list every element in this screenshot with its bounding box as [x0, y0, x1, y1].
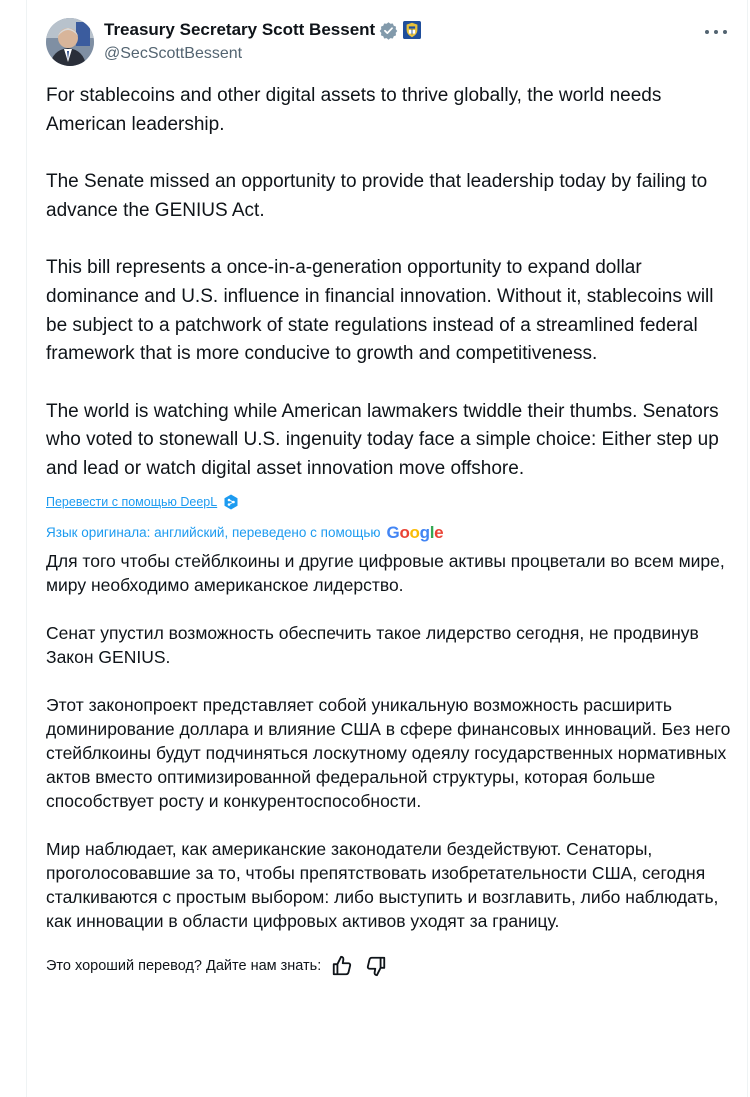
translated-body [46, 549, 747, 933]
deepl-icon [223, 494, 239, 510]
translated-paragraph: Этот законопроект представляет собой уникальную возможность расширить доминирование доллара и влияние США в сфере финансовых инноваций. Без него стейблкоины будут подчиняться лоскутному одеялу государственных нормативных актов вместо оптимизированной федеральной структуры, которая больше способствует росту и конкурентоспособности. [46, 694, 731, 811]
translation-feedback [46, 953, 747, 979]
dot [723, 30, 727, 34]
display-name[interactable]: Treasury Secretary Scott Bessent [104, 20, 376, 39]
tweet-header [46, 0, 747, 82]
translated-paragraph: Сенат упустил возможность обеспечить такое лидерство сегодня, не продвинув Закон GENIUS. [46, 622, 699, 667]
google-letter: e [434, 522, 444, 542]
avatar[interactable] [46, 18, 94, 66]
tweet-paragraph: This bill represents a once-in-a-generation opportunity to expand dollar dominance and U.S. influence in financial innovation. Without it, stablecoins will be subject to a patchwork of state regulations instead of a streamlined federal framework that is more conducive to growth and competitiveness. [46, 257, 714, 365]
user-handle[interactable]: @SecScottBessent [104, 45, 243, 62]
avatar-image-icon [46, 18, 94, 66]
dot [705, 30, 709, 34]
thumbs-down-icon[interactable] [365, 955, 387, 977]
google-letter: o [399, 522, 410, 542]
google-letter: l [429, 522, 435, 542]
name-row [104, 20, 421, 40]
google-letter: g [419, 522, 430, 542]
original-language-note [46, 523, 747, 543]
tweet-paragraph: For stablecoins and other digital assets to thrive globally, the world needs American leadership. [46, 85, 662, 135]
dot [714, 30, 718, 34]
tweet-body [46, 82, 747, 484]
thumbs-up-icon[interactable] [331, 955, 353, 977]
google-letter: G [386, 522, 400, 542]
translated-paragraph: Мир наблюдает, как американские законодатели бездействуют. Сенаторы, проголосовавшие за то, чтобы препятствовать изобретательности США, сегодня сталкиваются с простым выбором: либо выступить и возглавить, либо наблюдать, как инновации в области цифровых активов уходят за границу. [46, 838, 719, 931]
google-letter: o [409, 522, 420, 542]
original-language-label: Язык оригинала: английский, переведено с помощью [46, 525, 381, 541]
feedback-prompt: Это хороший перевод? Дайте нам знать: [46, 957, 322, 974]
google-logo[interactable] [387, 523, 444, 543]
deepl-translate-link[interactable] [46, 493, 747, 511]
tweet-paragraph: The Senate missed an opportunity to provide that leadership today by failing to advance the GENIUS Act. [46, 171, 708, 221]
treasury-seal-icon[interactable] [403, 21, 421, 39]
more-options-icon[interactable] [705, 22, 727, 42]
deepl-link-label[interactable]: Перевести с помощью DeepL [46, 494, 218, 509]
translated-paragraph: Для того чтобы стейблкоины и другие цифровые активы процветали во всем мире, миру необходимо американское лидерство. [46, 550, 725, 595]
tweet-paragraph: The world is watching while American lawmakers twiddle their thumbs. Senators who voted to stonewall U.S. ingenuity today face a simple choice: Either step up and lead or watch digital asset innovation move offshore. [46, 400, 719, 479]
verified-badge-icon[interactable] [379, 21, 398, 40]
tweet-container [26, 0, 748, 1097]
